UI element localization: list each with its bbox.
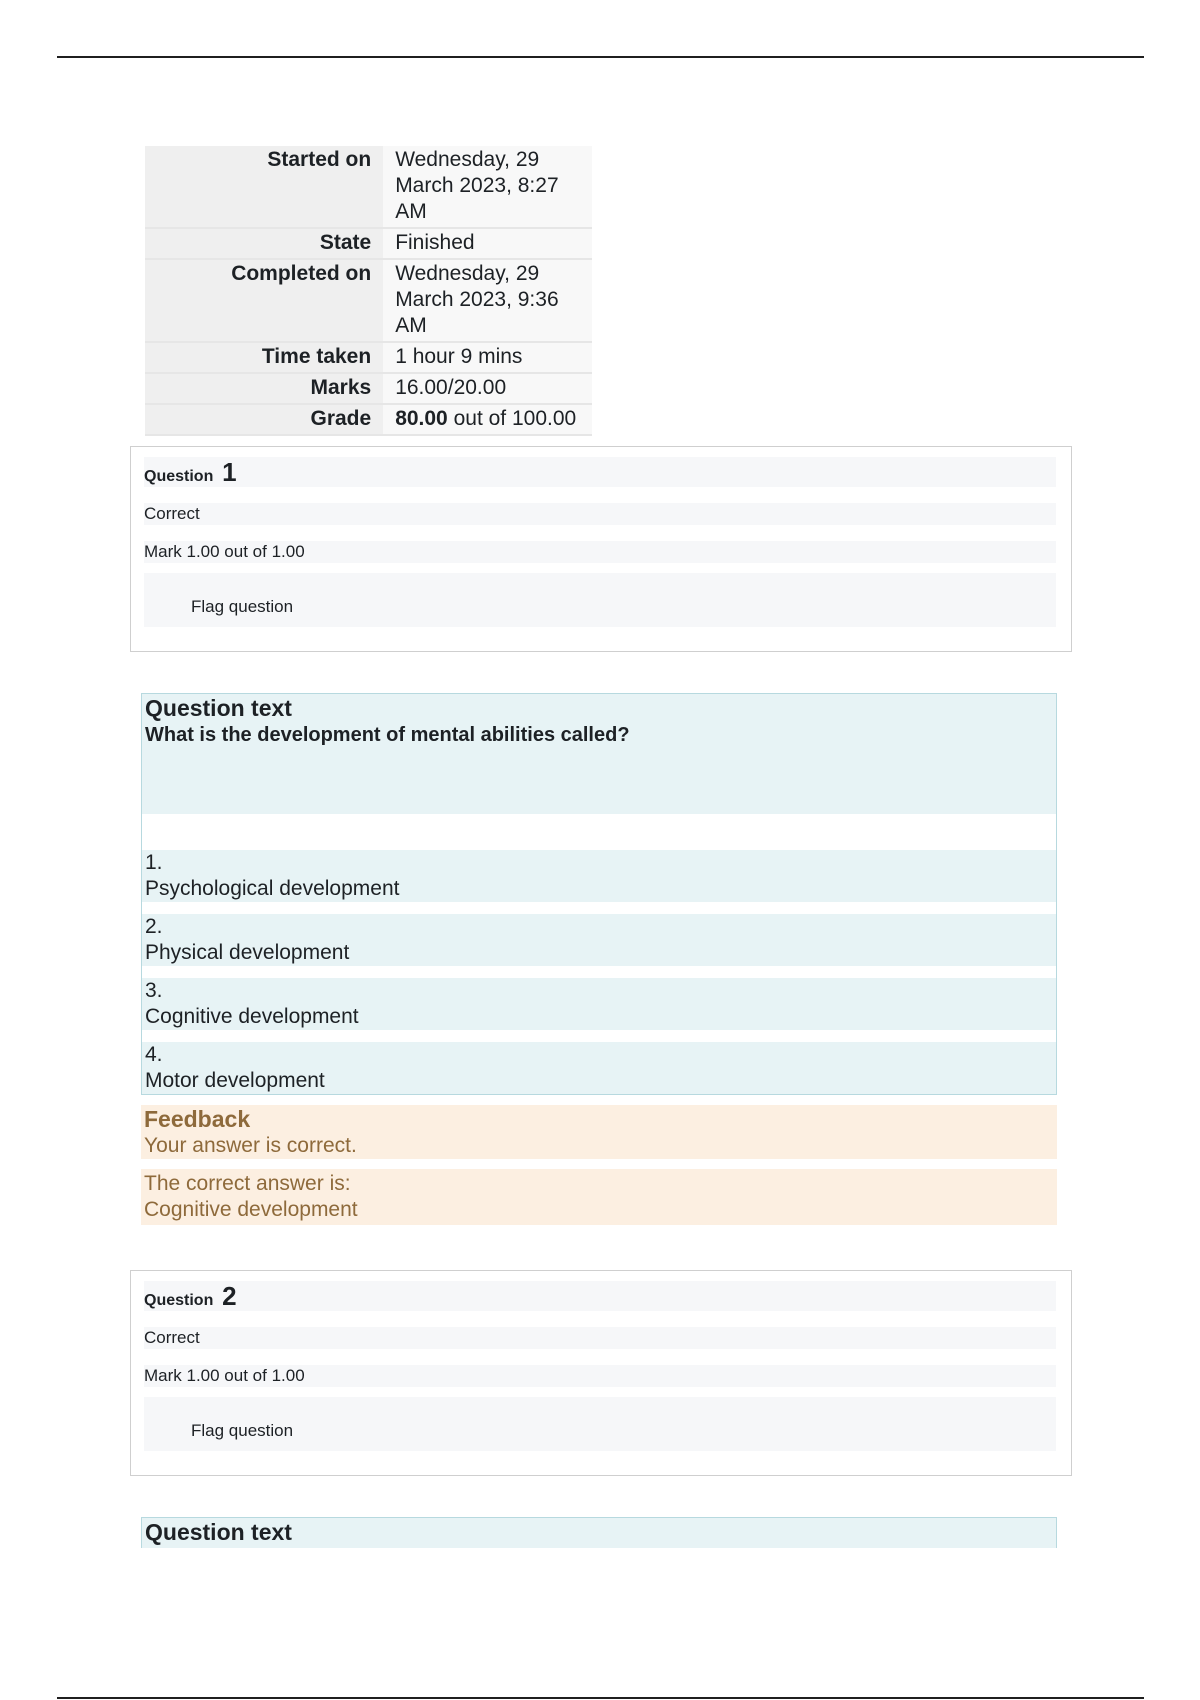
- summary-value: [383, 404, 592, 435]
- answer-text: Motor development: [145, 1069, 325, 1092]
- summary-label: Started on: [145, 146, 383, 228]
- question-label: Question: [144, 1292, 214, 1309]
- answer-option[interactable]: [142, 850, 1056, 902]
- answer-text: Cognitive development: [145, 1005, 359, 1028]
- summary-row-started: [145, 146, 592, 228]
- summary-value: Wednesday, 29 March 2023, 8:27 AM: [383, 146, 592, 228]
- answer-number: 3.: [145, 979, 163, 1002]
- answer-option[interactable]: [142, 914, 1056, 966]
- top-rule: [57, 56, 1144, 58]
- feedback-general: Your answer is correct.: [144, 1134, 357, 1157]
- answer-number: 2.: [145, 915, 163, 938]
- answer-number: 4.: [145, 1043, 163, 1066]
- grade-value: 80.00: [395, 407, 448, 430]
- question-text-heading: Question text: [145, 1519, 292, 1545]
- flag-question-button[interactable]: Flag question: [144, 1397, 1056, 1451]
- question-mark: Mark 1.00 out of 1.00: [144, 541, 1056, 563]
- feedback-divider: [141, 1159, 1057, 1169]
- feedback-right-answer: Cognitive development: [144, 1198, 358, 1221]
- question-prompt: What is the development of mental abilities called?: [145, 724, 630, 746]
- question-text-heading: Question text: [145, 695, 292, 721]
- feedback-right-answer-block: [141, 1169, 1057, 1225]
- summary-label: Completed on: [145, 259, 383, 342]
- feedback-heading: Feedback: [144, 1106, 251, 1132]
- question-number-value: 1: [222, 457, 237, 487]
- answer-text: Physical development: [145, 941, 350, 964]
- answer-option[interactable]: [142, 1042, 1056, 1094]
- grade-suffix: out of 100.00: [447, 407, 577, 430]
- summary-value: Wednesday, 29 March 2023, 9:36 AM: [383, 259, 592, 342]
- summary-label: Time taken: [145, 342, 383, 373]
- question-2-info: [130, 1270, 1072, 1476]
- summary-value: 16.00/20.00: [383, 373, 592, 404]
- question-1-text-block: [141, 693, 1057, 815]
- feedback-general-block: [141, 1105, 1057, 1159]
- summary-row-state: [145, 228, 592, 259]
- summary-row-completed: [145, 259, 592, 342]
- question-state: Correct: [144, 503, 1056, 525]
- answer-option[interactable]: [142, 978, 1056, 1030]
- question-number: [144, 457, 1056, 487]
- summary-row-time-taken: [145, 342, 592, 373]
- summary-value: Finished: [383, 228, 592, 259]
- answer-number: 1.: [145, 851, 163, 874]
- attempt-summary-table: [145, 146, 592, 436]
- answer-list: [141, 814, 1057, 1095]
- question-1-info: [130, 446, 1072, 652]
- summary-label: Marks: [145, 373, 383, 404]
- summary-label: Grade: [145, 404, 383, 435]
- summary-row-marks: [145, 373, 592, 404]
- summary-label: State: [145, 228, 383, 259]
- question-number-value: 2: [222, 1281, 237, 1311]
- flag-question-button[interactable]: Flag question: [144, 573, 1056, 627]
- bottom-rule: [57, 1697, 1144, 1699]
- summary-value: 1 hour 9 mins: [383, 342, 592, 373]
- feedback-block: [141, 1105, 1057, 1225]
- question-2-text-block: [141, 1517, 1057, 1548]
- question-number: [144, 1281, 1056, 1311]
- feedback-right-label: The correct answer is:: [144, 1172, 351, 1195]
- summary-row-grade: [145, 404, 592, 435]
- question-mark: Mark 1.00 out of 1.00: [144, 1365, 1056, 1387]
- answer-text: Psychological development: [145, 877, 400, 900]
- question-state: Correct: [144, 1327, 1056, 1349]
- question-label: Question: [144, 468, 214, 485]
